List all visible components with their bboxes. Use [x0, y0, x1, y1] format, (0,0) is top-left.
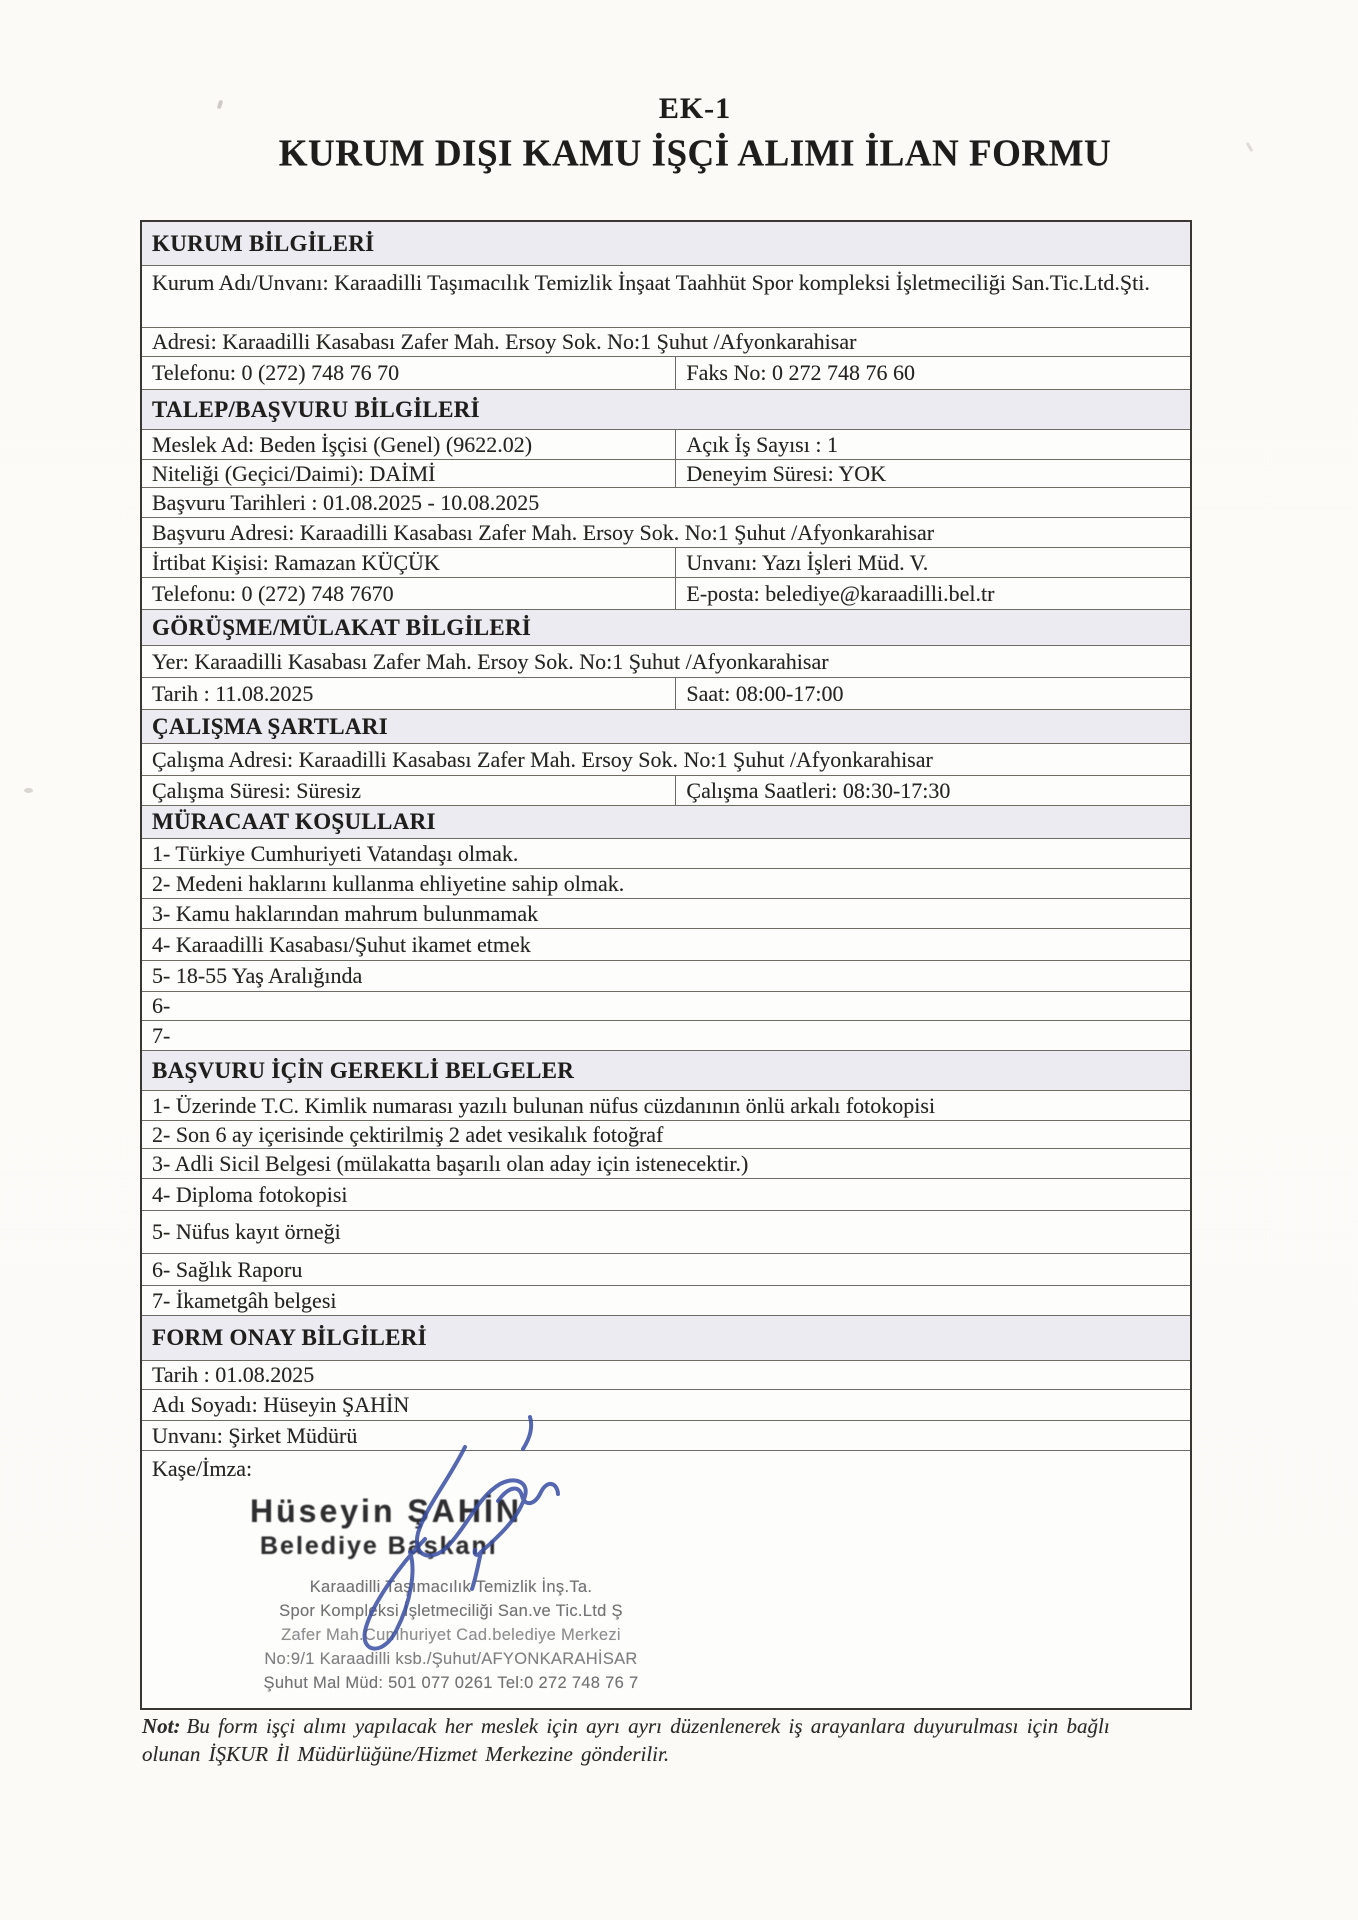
row-niteligi-deneyim-right: Deneyim Süresi: YOK [675, 460, 1190, 487]
row-irtibat-unvan-right: Unvanı: Yazı İşleri Müd. V. [675, 548, 1190, 577]
row-belge-4: 4- Diploma fotokopisi [142, 1178, 1190, 1210]
row-kosul-6: 6- [142, 991, 1190, 1020]
row-tarih-saat-right: Saat: 08:00-17:00 [675, 678, 1190, 709]
name-stamp-title: Belediye Başkanı [260, 1532, 498, 1560]
row-telefon-faks [142, 356, 1190, 389]
company-stamp-line: No:9/1 Karaadilli ksb./Şuhut/AFYONKARAHİSAR [264, 1650, 638, 1668]
company-stamp-line: Karaadilli Taşımacılık Temizlik İnş.Ta. [309, 1578, 593, 1596]
row-onay-tarih: Tarih : 01.08.2025 [142, 1360, 1190, 1389]
company-stamp-line: Zafer Mah.Cumhuriyet Cad.belediye Merkezi [281, 1626, 621, 1644]
row-belge-1: 1- Üzerinde T.C. Kimlik numarası yazılı bulunan nüfus cüzdanının önlü arkalı fotokopisi [142, 1090, 1190, 1120]
footer-note-prefix: Not: [142, 1714, 181, 1738]
section-talep-basvuru: TALEP/BAŞVURU BİLGİLERİ [142, 389, 1190, 429]
form-header [0, 92, 1358, 175]
form-table [140, 220, 1192, 1710]
section-kurum-bilgileri: KURUM BİLGİLERİ [142, 222, 1190, 265]
row-unvani: Unvanı: Şirket Müdürü [142, 1420, 1190, 1450]
footer-note-line: olunan İŞKUR İl Müdürlüğüne/Hizmet Merkezine gönderilir. [142, 1742, 670, 1766]
section-gorusme-mulakat: GÖRÜŞME/MÜLAKAT BİLGİLERİ [142, 609, 1190, 645]
row-calisma-suresi-saatleri-right: Çalışma Saatleri: 08:30-17:30 [675, 776, 1190, 805]
row-tarih-saat [142, 677, 1190, 709]
signature-ink [330, 1405, 610, 1665]
row-niteligi-deneyim-left: Niteliği (Geçici/Daimi): DAİMİ [152, 460, 436, 486]
row-irtibat-unvan [142, 547, 1190, 577]
row-calisma-suresi-saatleri [142, 775, 1190, 805]
section-calisma-sartlari: ÇALIŞMA ŞARTLARI [142, 709, 1190, 743]
row-irtibat-unvan-left: İrtibat Kişisi: Ramazan KÜÇÜK [152, 549, 440, 575]
row-meslek-acik-is [142, 429, 1190, 459]
row-telefon-eposta-right: E-posta: belediye@karaadilli.bel.tr [675, 578, 1190, 609]
row-kurum-adi-unvani: Kurum Adı/Unvanı: Karaadilli Taşımacılık Temizlik İnşaat Taahhüt Spor kompleksi İşletmeciliği San.Tic.Ltd.Şti. [142, 265, 1190, 327]
scan-speck [24, 788, 33, 793]
row-telefon-faks-right: Faks No: 0 272 748 76 60 [675, 357, 1190, 389]
form-code: EK-1 [658, 92, 732, 125]
row-calisma-suresi-saatleri-left: Çalışma Süresi: Süresiz [152, 777, 361, 803]
row-kosul-5: 5- 18-55 Yaş Aralığında [142, 960, 1190, 991]
row-kosul-2: 2- Medeni haklarını kullanma ehliyetine sahip olmak. [142, 868, 1190, 898]
section-form-onay: FORM ONAY BİLGİLERİ [142, 1315, 1190, 1360]
footer-note-line [142, 1712, 1217, 1740]
row-telefon-faks-left: Telefonu: 0 (272) 748 76 70 [152, 360, 400, 385]
row-belge-7: 7- İkametgâh belgesi [142, 1285, 1190, 1315]
company-stamp-line: Spor Kompleksi İşletmeciliği San.ve Tic.Ltd Ş [279, 1602, 623, 1620]
row-adresi: Adresi: Karaadilli Kasabası Zafer Mah. Ersoy Sok. No:1 Şuhut /Afyonkarahisar [142, 327, 1190, 356]
row-meslek-acik-is-left: Meslek Ad: Beden İşçisi (Genel) (9622.02) [152, 431, 533, 457]
kase-imza-label: Kaşe/İmza: [152, 1456, 253, 1481]
footer-note-text: Bu form işçi alımı yapılacak her meslek için ayrı ayrı düzenlenerek iş arayanlara duyurulması için bağlı [186, 1714, 1110, 1738]
row-telefon-eposta-left: Telefonu: 0 (272) 748 7670 [152, 580, 394, 606]
row-niteligi-deneyim [142, 459, 1190, 487]
row-basvuru-adresi: Başvuru Adresi: Karaadilli Kasabası Zafer Mah. Ersoy Sok. No:1 Şuhut /Afyonkarahisar [142, 517, 1190, 547]
section-muracaat-kosullari: MÜRACAAT KOŞULLARI [142, 805, 1190, 838]
row-calisma-adresi: Çalışma Adresi: Karaadilli Kasabası Zafer Mah. Ersoy Sok. No:1 Şuhut /Afyonkarahisar [142, 743, 1190, 775]
row-kosul-4: 4- Karaadilli Kasabası/Şuhut ikamet etmek [142, 928, 1190, 960]
row-tarih-saat-left: Tarih : 11.08.2025 [152, 680, 314, 706]
name-stamp-name: Hüseyin ŞAHİN [250, 1493, 522, 1529]
row-kosul-7: 7- [142, 1020, 1190, 1050]
row-adi-soyadi: Adı Soyadı: Hüseyin ŞAHİN [142, 1389, 1190, 1420]
row-kase-imza [142, 1450, 1190, 1708]
page-title: KURUM DIŞI KAMU İŞÇİ ALIMI İLAN FORMU [278, 132, 1112, 175]
row-meslek-acik-is-right: Açık İş Sayısı : 1 [675, 430, 1190, 459]
section-gerekli-belgeler: BAŞVURU İÇİN GEREKLİ BELGELER [142, 1050, 1190, 1090]
row-belge-3: 3- Adli Sicil Belgesi (mülakatta başarılı olan aday için istenecektir.) [142, 1148, 1190, 1178]
row-belge-6: 6- Sağlık Raporu [142, 1253, 1190, 1285]
company-stamp-line: Şuhut Mal Müd: 501 077 0261 Tel:0 272 748 76 7 [263, 1674, 639, 1692]
row-belge-5: 5- Nüfus kayıt örneği [142, 1210, 1190, 1253]
row-kosul-3: 3- Kamu haklarından mahrum bulunmamak [142, 898, 1190, 928]
footer-note [142, 1712, 1217, 1768]
row-telefon-eposta [142, 577, 1190, 609]
row-yer: Yer: Karaadilli Kasabası Zafer Mah. Ersoy Sok. No:1 Şuhut /Afyonkarahisar [142, 645, 1190, 677]
row-basvuru-tarihleri: Başvuru Tarihleri : 01.08.2025 - 10.08.2025 [142, 487, 1190, 517]
row-kosul-1: 1- Türkiye Cumhuriyeti Vatandaşı olmak. [142, 838, 1190, 868]
row-belge-2: 2- Son 6 ay içerisinde çektirilmiş 2 adet vesikalık fotoğraf [142, 1120, 1190, 1148]
